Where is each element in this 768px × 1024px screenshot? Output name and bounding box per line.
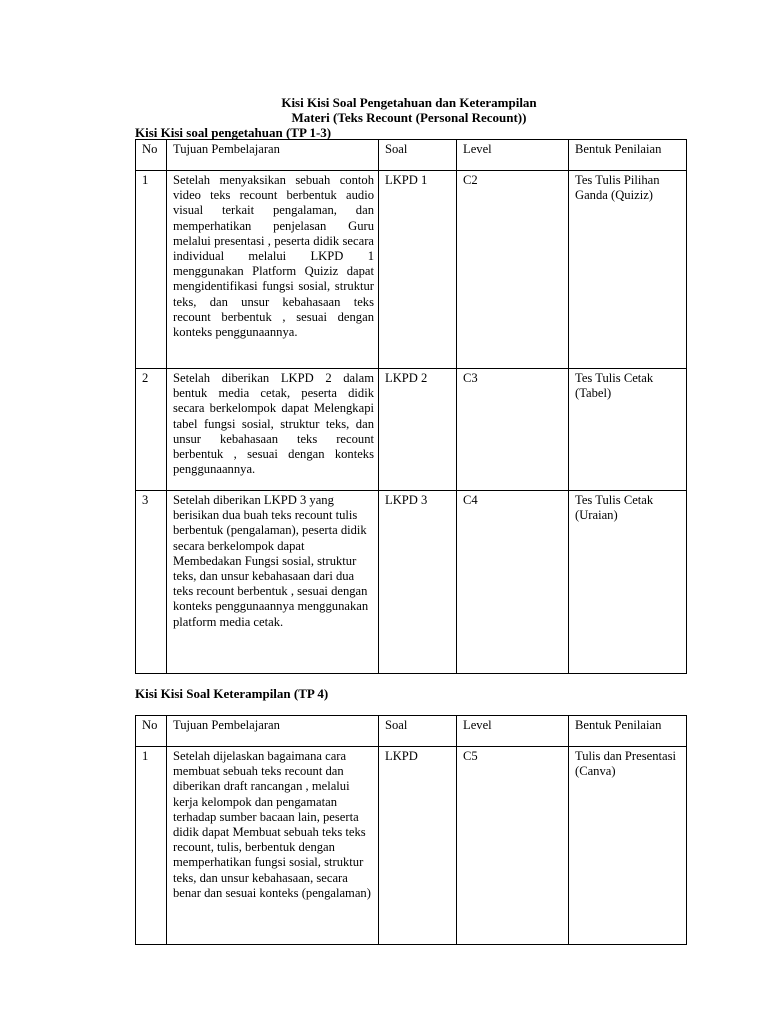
document-title-line-1: Kisi Kisi Soal Pengetahuan dan Keterampilan bbox=[281, 95, 537, 110]
table-row bbox=[136, 171, 687, 369]
column-header-soal: Soal bbox=[379, 716, 457, 747]
cell-no: 1 bbox=[136, 747, 167, 945]
column-header-soal: Soal bbox=[379, 140, 457, 171]
column-header-tujuan: Tujuan Pembelajaran bbox=[167, 716, 379, 747]
column-header-no: No bbox=[136, 140, 167, 171]
cell-bentuk: Tes Tulis Cetak (Tabel) bbox=[569, 369, 687, 491]
table-header-row bbox=[136, 716, 687, 747]
cell-bentuk: Tes Tulis Cetak (Uraian) bbox=[569, 491, 687, 674]
cell-soal: LKPD 1 bbox=[379, 171, 457, 369]
column-header-level: Level bbox=[457, 716, 569, 747]
cell-no: 1 bbox=[136, 171, 167, 369]
cell-level: C5 bbox=[457, 747, 569, 945]
column-header-bentuk: Bentuk Penilaian bbox=[569, 716, 687, 747]
knowledge-table bbox=[135, 139, 687, 674]
column-header-level: Level bbox=[457, 140, 569, 171]
cell-level: C4 bbox=[457, 491, 569, 674]
column-header-bentuk: Bentuk Penilaian bbox=[569, 140, 687, 171]
section-2-heading: Kisi Kisi Soal Keterampilan (TP 4) bbox=[135, 686, 329, 701]
cell-tujuan: Setelah diberikan LKPD 2 dalam bentuk media cetak, peserta didik secara berkelompok dapat Melengkapi tabel fungsi sosial, struktur teks, dan unsur kebahasaan teks recount berbentuk , sesuai dengan konteks penggunaannya. bbox=[167, 369, 379, 491]
skills-table bbox=[135, 715, 687, 945]
column-header-no: No bbox=[136, 716, 167, 747]
column-header-tujuan: Tujuan Pembelajaran bbox=[167, 140, 379, 171]
document-title-line-2: Materi (Teks Recount (Personal Recount)) bbox=[291, 110, 527, 125]
cell-soal: LKPD 2 bbox=[379, 369, 457, 491]
cell-level: C2 bbox=[457, 171, 569, 369]
cell-no: 3 bbox=[136, 491, 167, 674]
cell-soal: LKPD 3 bbox=[379, 491, 457, 674]
table-row bbox=[136, 491, 687, 674]
cell-tujuan: Setelah dijelaskan bagaimana cara membuat sebuah teks recount dan diberikan draft rancangan , melalui kerja kelompok dan pengamatan terhadap sumber bacaan lain, peserta didik dapat Membuat sebuah teks teks recount, tulis, berbentuk dengan memperhatikan fungsi sosial, struktur teks, dan unsur kebahasaan, secara benar dan sesuai konteks (pengalaman) bbox=[167, 747, 379, 945]
section-1-heading: Kisi Kisi soal pengetahuan (TP 1-3) bbox=[135, 125, 332, 140]
cell-bentuk: Tes Tulis Pilihan Ganda (Quiziz) bbox=[569, 171, 687, 369]
cell-bentuk: Tulis dan Presentasi (Canva) bbox=[569, 747, 687, 945]
table-row bbox=[136, 369, 687, 491]
cell-soal: LKPD bbox=[379, 747, 457, 945]
cell-tujuan: Setelah menyaksikan sebuah contoh video teks recount berbentuk audio visual terkait pengalaman, dan memperhatikan penjelasan Guru melalui presentasi , peserta didik secara individual melalui LKPD 1 menggunakan Platform Quiziz dapat mengidentifikasi fungsi sosial, struktur teks, dan unsur kebahasaan teks recount berbentuk , sesuai dengan konteks penggunaannya. bbox=[167, 171, 379, 369]
table-header-row bbox=[136, 140, 687, 171]
cell-level: C3 bbox=[457, 369, 569, 491]
cell-no: 2 bbox=[136, 369, 167, 491]
cell-tujuan: Setelah diberikan LKPD 3 yang berisikan dua buah teks recount tulis berbentuk (pengalaman), peserta didik secara berkelompok dapat Membedakan Fungsi sosial, struktur teks, dan unsur kebahasaan dari dua teks recount berbentuk , sesuai dengan konteks penggunaannya menggunakan platform media cetak. bbox=[167, 491, 379, 674]
table-row bbox=[136, 747, 687, 945]
